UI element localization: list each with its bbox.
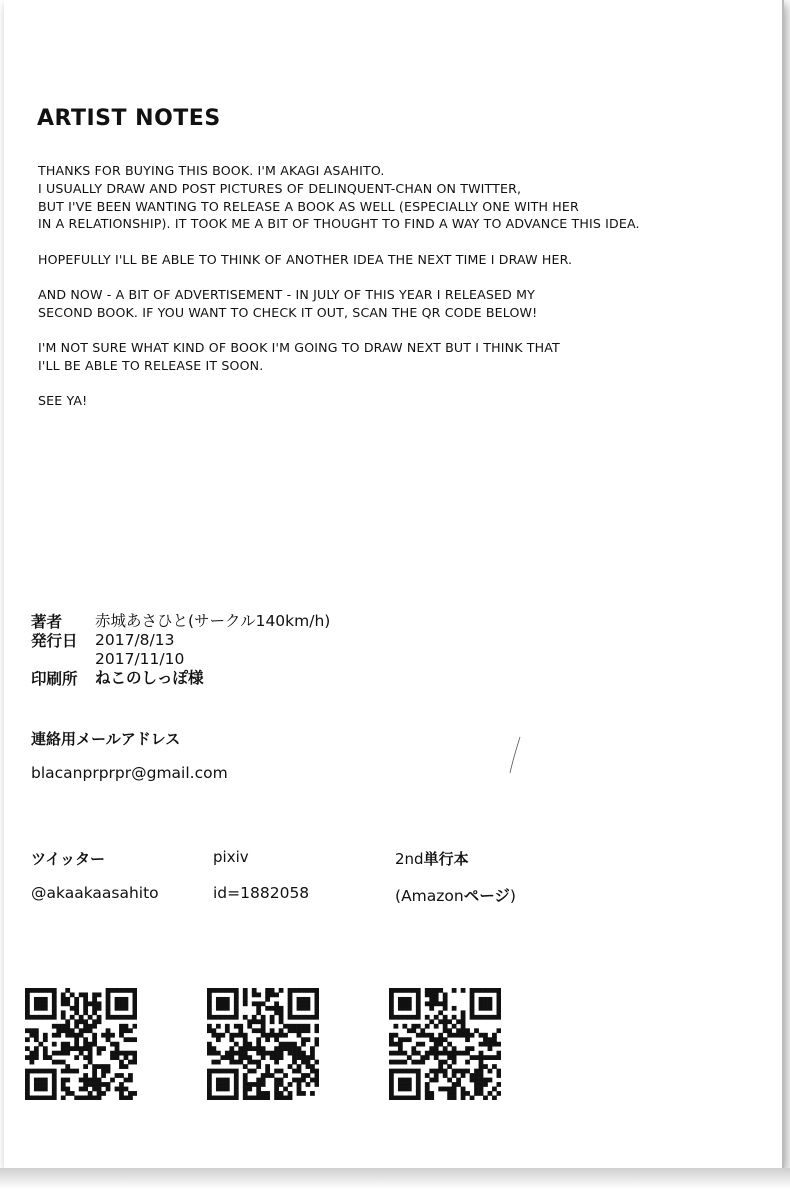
colophon-printer-row: [31, 669, 330, 688]
pixiv-id: id=1882058: [213, 884, 310, 902]
second-book-label-latin: 2nd: [395, 850, 424, 868]
twitter-label: ツイッター: [31, 850, 105, 868]
contact-email: blacanprprpr@gmail.com: [31, 764, 228, 782]
notes-line: THANKS FOR BUYING THIS BOOK. I'M AKAGI ASAHITO.: [38, 163, 385, 178]
notes-paragraph-4: [38, 339, 758, 375]
artist-notes-body: [38, 162, 758, 427]
notes-paragraph-2: [38, 251, 758, 269]
twitter-handle: @akaakaasahito: [31, 884, 159, 902]
amazon-text: Amazon: [401, 887, 464, 905]
notes-line: BUT I'VE BEEN WANTING TO RELEASE A BOOK AS WELL (ESPECIALLY ONE WITH HER: [38, 198, 579, 214]
date-label-spacer: [31, 650, 95, 669]
amazon-page-link: [395, 884, 516, 906]
colophon-date-row-2: [31, 650, 330, 669]
colophon-author-row: [31, 612, 330, 631]
notes-paragraph-5: [38, 392, 758, 410]
second-book-label: [395, 848, 469, 869]
author-value: 赤城あさひと(サークル140km/h): [95, 612, 331, 630]
printer-label: 印刷所: [31, 669, 78, 688]
pixiv-label: pixiv: [213, 848, 249, 866]
notes-line: AND NOW - A BIT OF ADVERTISEMENT - IN JULY OF THIS YEAR I RELEASED MY: [38, 286, 535, 302]
notes-paragraph-1: [38, 162, 758, 233]
notes-line: SECOND BOOK. IF YOU WANT TO CHECK IT OUT, SCAN THE QR CODE BELOW!: [38, 304, 538, 320]
notes-line: SEE YA!: [38, 393, 88, 409]
artist-notes-title: ARTIST NOTES: [37, 106, 221, 131]
colophon: [31, 612, 330, 688]
page-text: ページ: [463, 886, 510, 905]
notes-line: I'M NOT SURE WHAT KIND OF BOOK I'M GOING TO DRAW NEXT BUT I THINK THAT: [38, 340, 560, 356]
date-label: 発行日: [31, 631, 78, 650]
notes-line: I USUALLY DRAW AND POST PICTURES OF DELINQUENT-CHAN ON TWITTER,: [38, 180, 522, 196]
stray-pen-mark: [508, 735, 522, 775]
colophon-date-row: [31, 631, 330, 650]
notes-line: HOPEFULLY I'LL BE ABLE TO THINK OF ANOTHER IDEA THE NEXT TIME I DRAW HER.: [38, 251, 573, 267]
date-value-second: 2017/11/10: [95, 650, 185, 668]
paren-close: ): [509, 887, 516, 905]
contact-email-heading: 連絡用メールアドレス: [31, 730, 181, 748]
amazon-qr-code-icon: [389, 988, 501, 1100]
printer-value: ねこのしっぽ様: [95, 669, 204, 687]
page-shadow: [0, 1168, 790, 1189]
twitter-qr-code-icon: [25, 988, 137, 1100]
second-book-label-jp: 単行本: [423, 850, 469, 868]
notes-line: I'LL BE ABLE TO RELEASE IT SOON.: [38, 357, 264, 373]
paren-open: (: [395, 887, 402, 905]
notes-line: IN A RELATIONSHIP). IT TOOK ME A BIT OF THOUGHT TO FIND A WAY TO ADVANCE THIS IDEA.: [38, 216, 640, 232]
notes-paragraph-3: [38, 286, 758, 322]
author-label: 著者: [31, 612, 63, 631]
date-value-first: 2017/8/13: [95, 631, 175, 649]
pixiv-qr-code-icon: [207, 988, 319, 1100]
